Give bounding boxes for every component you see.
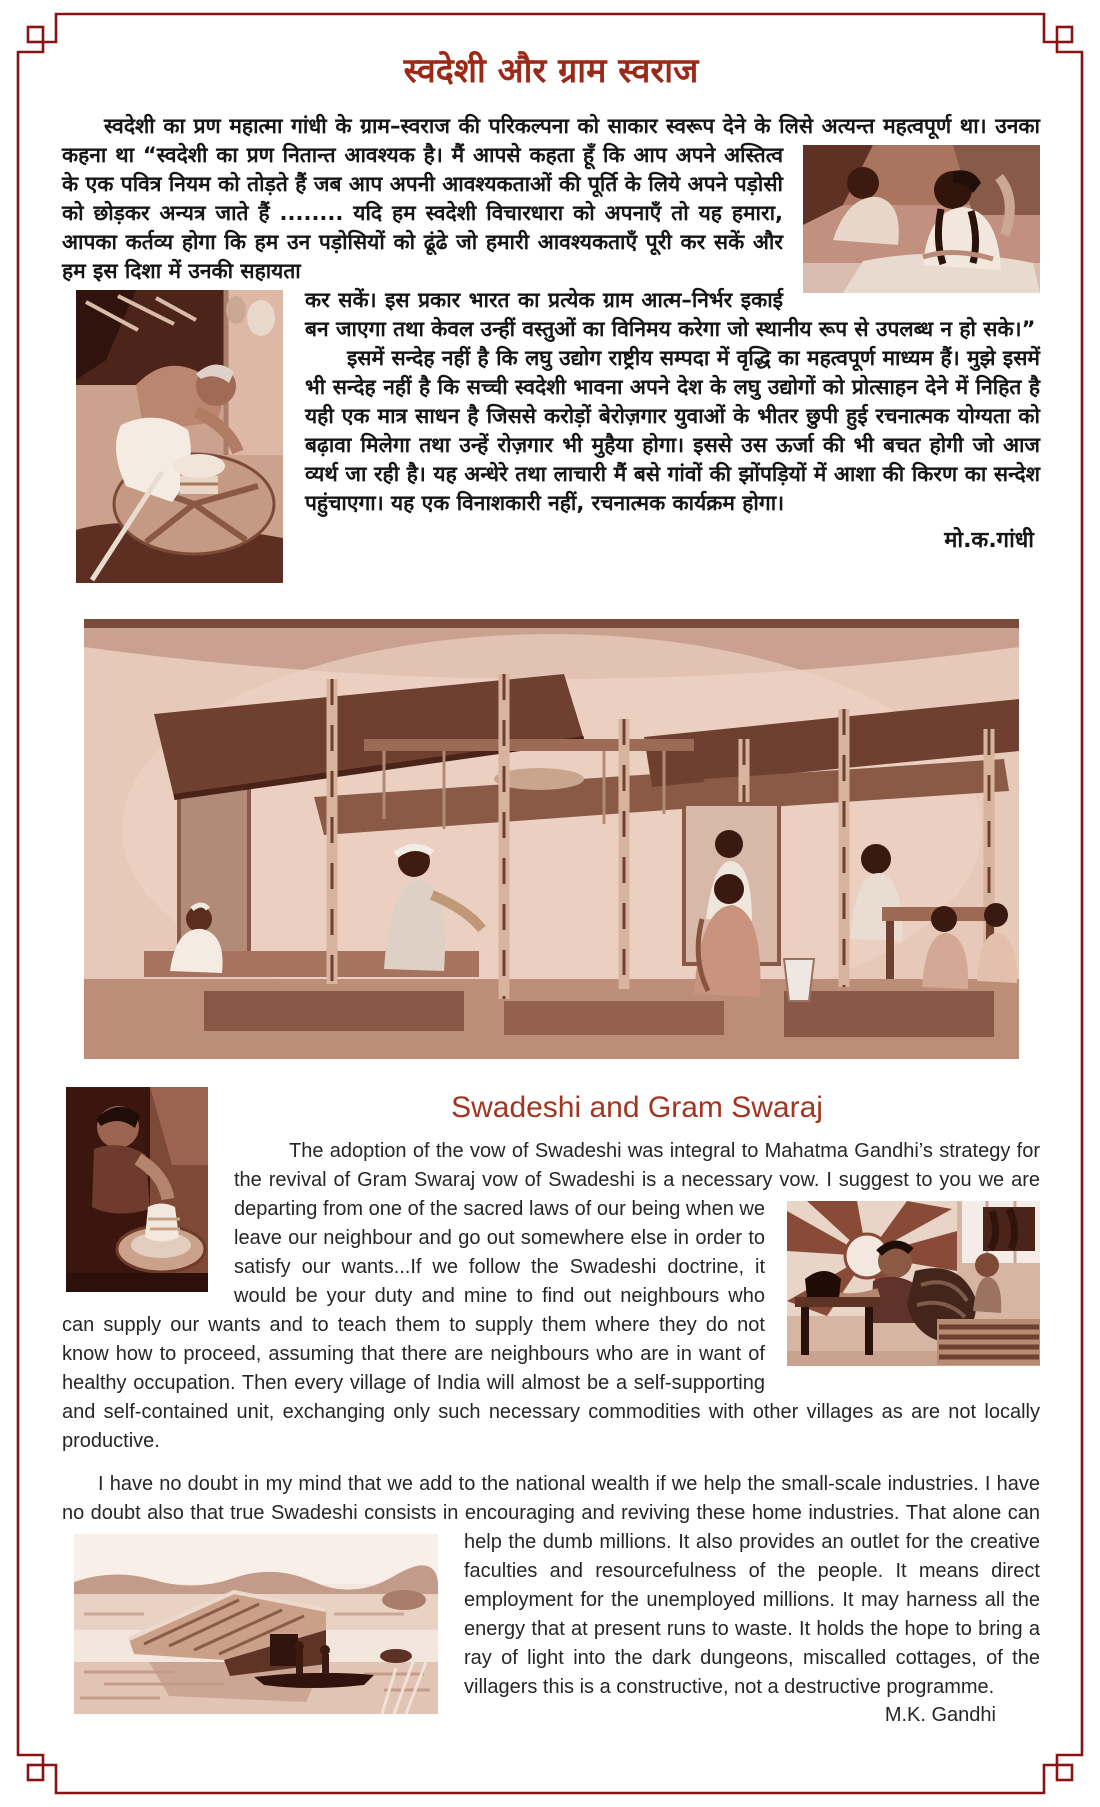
english-section: [62, 1087, 1040, 1727]
english-paragraph-1a: The adoption of the vow of Swadeshi was integral to Mahatma Gandhi’s strategy for the revival of Gram Swaraj vow of Swadeshi is a necessary vow. I suggest to you: [234, 1140, 1040, 1191]
tailors-sewing-illustration: [787, 1201, 1040, 1366]
hindi-paragraph-1-rest: था। उनका कहना था “स्वदेशी का प्रण नितान्त आवश्यक है। मैं आपसे कहता हूँ कि आप अपने अस्तित्व के एक पवित्र नियम को तोड़ते हैं जब आप अपनी आवश्यकताओं की पूर्ति के लिये अपने पड़ोसी को छोड़कर अन्यत्र जाते हैं ........ यदि हम स्वदेशी विचारधारा को अपनाएँ तो यह हमारा, आपका कर्तव्य होगा कि हम उन पड़ोसियों को ढूंढे जो हमारी आवश्यकताएँ पूरी कर सकें और हम इस दिशा में उनकी सहायता: [62, 114, 1040, 283]
english-attribution: M.K. Gandhi: [884, 1704, 996, 1726]
photo-women-craftwork: [803, 145, 1040, 293]
hindi-section: [62, 46, 1040, 593]
hindi-lower-block: [62, 286, 1040, 593]
potter-closeup-illustration: [66, 1087, 208, 1292]
hindi-title: स्वदेशी और ग्राम स्वराज: [403, 51, 699, 91]
women-craftwork-illustration: [803, 145, 1040, 293]
potter-wheel-illustration: [76, 290, 283, 583]
english-title: Swadeshi and Gram Swaraj: [451, 1091, 823, 1124]
hindi-paragraph-1-continued: कर सकें। इस प्रकार भारत का प्रत्येक ग्राम आत्म–निर्भर इकाई बन जाएगा तथा केवल उन्हीं वस्तुओं का विनिमय करेगा जो स्थानीय रूप से उपलब्ध न हो सके।”: [305, 288, 1036, 341]
english-paragraph-2a: I have no doubt in my mind that we add to the national wealth if we help the small-scale industries. I have no doubt also that true Swadeshi consists in encouraging and reviving these home industries.: [62, 1473, 1040, 1524]
hindi-paragraph-1: [62, 112, 1040, 286]
photo-potter-wheel: [76, 290, 283, 583]
hindi-paragraph-2: इसमें सन्देह नहीं है कि लघु उद्योग राष्ट्रीय सम्पदा में वृद्धि का महत्वपूर्ण माध्यम हैं। मुझे इसमें भी सन्देह नहीं है कि सच्ची स्वदेशी भावना अपने देश के लघु उद्योगों को प्रोत्साहन देने में निहित है यही एक मात्र साधन है जिससे करोड़ों बेरोज़गार युवाओं के भीतर छुपी हुई रचनात्मक योग्यता को बढ़ावा मिलेगा तथा उन्हें रोज़गार भी मुहैया होगा। इससे उस ऊर्जा की भी बचत होगी जो आज व्यर्थ जा रही है। यह अन्धेरे तथा लाचारी मैं बसे गांवों की झोंपड़ियों में आशा की किरण का सन्देश पहुंचाएगा। यह एक विनाशकारी नहीं, रचनात्मक कार्यक्रम होगा।: [305, 346, 1040, 515]
page-content: [62, 46, 1040, 1727]
photo-flooded-hut: [74, 1534, 438, 1714]
photo-tailors-sewing: [787, 1201, 1040, 1366]
flooded-hut-illustration: [74, 1534, 438, 1714]
hindi-paragraph-1-line1: स्वदेशी का प्रण महात्मा गांधी के ग्राम–स्वराज की परिकल्पना को साकार स्वरूप देने के लिसे अत्यन्त महत्वपूर्ण: [104, 114, 952, 138]
photo-village-diorama: [84, 619, 1019, 1059]
village-diorama-illustration: [84, 619, 1019, 1059]
english-paragraph-2b: That alone can help the dumb millions. It also provides an outlet for the creative faculties and resourcefulness of the people. It means direct employment for the unemployed millions. It may harness all the energy that at present runs to waste. It holds the hope to bring a ray of light into the dark dungeons, miscalled cottages, of the villagers this is a constructive, not a destructive programme.: [464, 1502, 1040, 1698]
english-paragraph-1b: we are departing from one of the sacred laws of our being when we leave our neighbour and go out somewhere else in order to satisfy our wants...If we follow the Swadeshi doctrine, it would be your duty and mine to find out neighbours who can supply our wants and to teach them to supply them where they do not know how to proceed, assuming that there are neighbours who are in want of healthy occupation. Then every village of India will almost be a self-supporting and self-contained unit, exchanging only such necessary commodities with other villages as are not locally productive.: [62, 1169, 1040, 1452]
english-paragraph-1: [62, 1137, 1040, 1456]
hindi-attribution: मो.क.गांधी: [944, 528, 1034, 553]
english-paragraph-2: [62, 1470, 1040, 1702]
photo-potter-closeup: [66, 1087, 208, 1292]
